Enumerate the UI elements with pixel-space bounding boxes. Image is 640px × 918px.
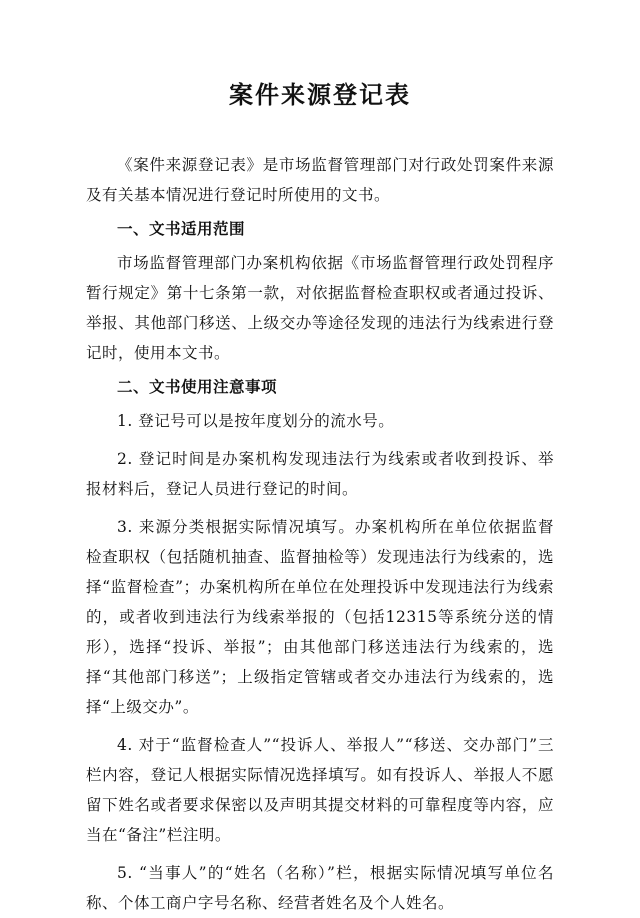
document-body <box>86 150 554 918</box>
section-1-paragraph: 市场监督管理部门办案机构依据《市场监督管理行政处罚程序暂行规定》第十七条第一款，对依据监督检查职权或者通过投诉、举报、其他部门移送、上级交办等途径发现的违法行为线索进行登记时，使用本文书。 <box>86 254 554 362</box>
intro-paragraph: 《案件来源登记表》是市场监督管理部门对行政处罚案件来源及有关基本情况进行登记时所使用的文书。 <box>86 156 554 204</box>
note-item-5: 5. “当事人”的“姓名（名称）”栏，根据实际情况填写单位名称、个体工商户字号名称、经营者姓名及个人姓名。 <box>86 864 554 912</box>
note-item-1: 1. 登记号可以是按年度划分的流水号。 <box>117 412 395 430</box>
document-title: 案件来源登记表 <box>229 81 411 109</box>
note-item-2: 2. 登记时间是办案机构发现违法行为线索或者收到投诉、举报材料后，登记人员进行登记的时间。 <box>86 450 554 498</box>
note-item-3: 3. 来源分类根据实际情况填写。办案机构所在单位依据监督检查职权（包括随机抽查、监督抽检等）发现违法行为线索的，选择“监督检查”；办案机构所在单位在处理投诉中发现违法行为线索的，或者收到违法行为线索举报的（包括12315等系统分送的情形），选择“投诉、举报”；由其他部门移送违法行为线索的，选择“其他部门移送”；上级指定管辖或者交办违法行为线索的，选择“上级交办”。 <box>86 518 554 716</box>
section-1-heading: 一、文书适用范围 <box>117 220 246 238</box>
section-2-heading: 二、文书使用注意事项 <box>117 378 278 396</box>
note-item-4: 4. 对于“监督检查人”“投诉人、举报人”“移送、交办部门”三栏内容，登记人根据实际情况选择填写。如有投诉人、举报人不愿留下姓名或者要求保密以及声明其提交材料的可靠程度等内容，应当在“备注”栏注明。 <box>86 736 554 844</box>
